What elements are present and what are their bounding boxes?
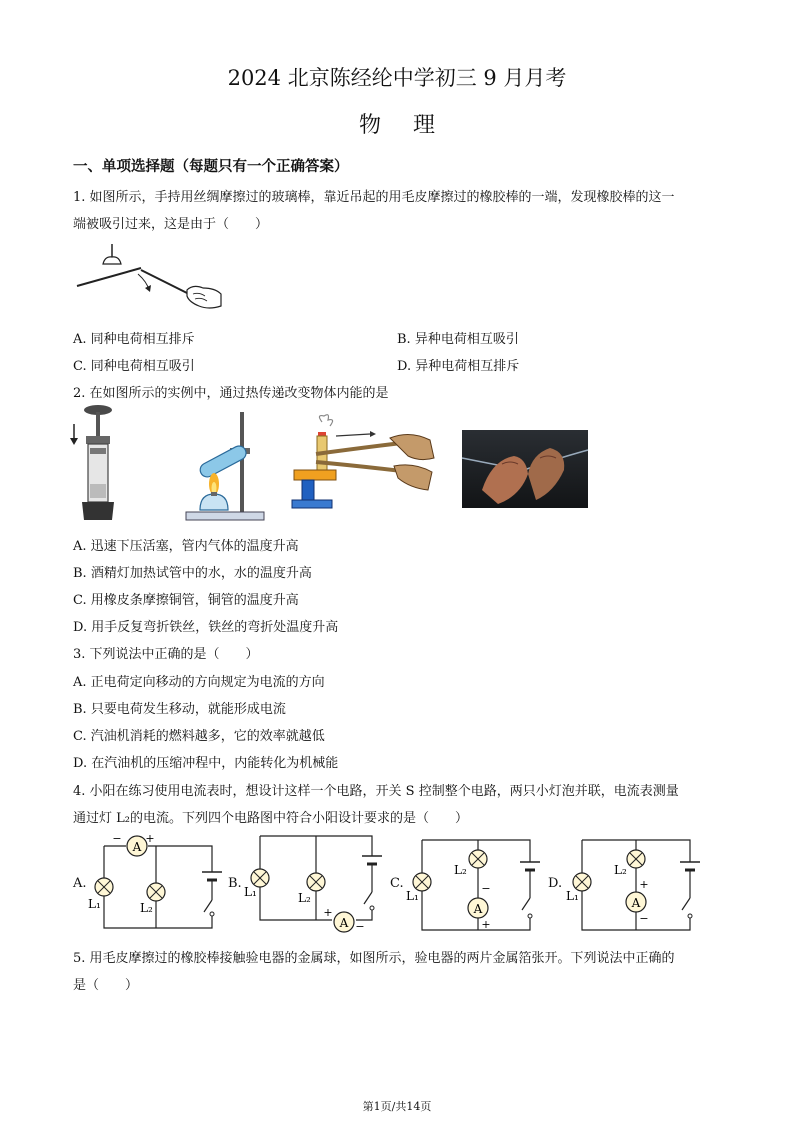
q4-stem-line1: 4. 小阳在练习使用电流表时，想设计这样一个电路，开关 S 控制整个电路，两只小灯泡并联，电流表测量 xyxy=(73,784,679,799)
q2-figure-piston xyxy=(68,404,116,522)
q1-stem-line2: 端被吸引过来，这是由于（ ） xyxy=(73,217,269,232)
page-number: 第1页/共14页 xyxy=(362,1100,432,1113)
q1-figure xyxy=(75,244,225,314)
q1-option-c: C. 同种电荷相互吸引 xyxy=(73,359,195,374)
q3-option-b: B. 只要电荷发生移动，就能形成电流 xyxy=(73,702,286,717)
ammeter-b-plus: + xyxy=(323,906,333,919)
ammeter-d-minus: − xyxy=(639,912,649,925)
q1-option-a: A. 同种电荷相互排斥 xyxy=(73,332,195,347)
circuit-d xyxy=(566,836,700,936)
circuit-b-label: B. xyxy=(228,876,242,891)
ammeter-b-symbol: A xyxy=(339,916,349,930)
ammeter-d-symbol: A xyxy=(631,896,641,910)
q3-stem: 3. 下列说法中正确的是（ ） xyxy=(73,647,259,662)
lamp-a-l1: L₁ xyxy=(88,897,101,911)
ammeter-a-plus: + xyxy=(145,832,155,845)
lamp-c-l2: L₂ xyxy=(454,863,467,877)
q2-figure-bending-wire xyxy=(462,430,588,508)
q1-option-d: D. 异种电荷相互排斥 xyxy=(397,359,520,374)
q3-option-c: C. 汽油机消耗的燃料越多，它的效率就越低 xyxy=(73,729,325,744)
ammeter-c-plus: + xyxy=(481,918,491,931)
lamp-c-l1: L₁ xyxy=(406,889,419,903)
q1-stem-line1: 1. 如图所示，手持用丝绸摩擦过的玻璃棒，靠近吊起的用毛皮摩擦过的橡胶棒的一端，发现橡胶棒的这一 xyxy=(73,190,675,205)
q2-figure-copper-tube xyxy=(290,414,440,514)
lamp-b-l1: L₁ xyxy=(244,885,257,899)
exam-title: 2024 北京陈经纶中学初三 9 月月考 xyxy=(227,66,567,90)
q2-option-c: C. 用橡皮条摩擦铜管，铜管的温度升高 xyxy=(73,593,299,608)
ammeter-d-plus: + xyxy=(639,878,649,891)
q5-stem-line2: 是（ ） xyxy=(73,978,139,993)
lamp-d-l1: L₁ xyxy=(566,889,579,903)
circuit-c xyxy=(406,836,540,936)
q3-option-a: A. 正电荷定向移动的方向规定为电流的方向 xyxy=(73,675,325,690)
lamp-b-l2: L₂ xyxy=(298,891,311,905)
ammeter-c-symbol: A xyxy=(473,902,483,916)
q2-option-b: B. 酒精灯加热试管中的水，水的温度升高 xyxy=(73,566,312,581)
circuit-d-label: D. xyxy=(548,876,563,891)
lamp-a-l2: L₂ xyxy=(140,901,153,915)
circuit-c-label: C. xyxy=(390,876,404,891)
ammeter-a-symbol: A xyxy=(132,840,142,854)
q2-option-a: A. 迅速下压活塞，管内气体的温度升高 xyxy=(73,539,299,554)
q2-figure-alcohol-lamp xyxy=(182,408,268,522)
q1-option-b: B. 异种电荷相互吸引 xyxy=(397,332,519,347)
ammeter-c-minus: − xyxy=(481,882,491,895)
q2-stem: 2. 在如图所示的实例中，通过热传递改变物体内能的是 xyxy=(73,386,389,401)
q5-stem-line1: 5. 用毛皮摩擦过的橡胶棒接触验电器的金属球，如图所示，验电器的两片金属箔张开。下列说法中正确的 xyxy=(73,951,675,966)
circuit-a-label: A. xyxy=(73,876,87,891)
subject-title: 物理 xyxy=(358,113,467,138)
lamp-d-l2: L₂ xyxy=(614,863,627,877)
section-heading: 一、单项选择题（每题只有一个正确答案） xyxy=(73,158,349,175)
ammeter-b-minus: − xyxy=(355,920,365,933)
ammeter-a-minus: − xyxy=(112,832,122,845)
q2-option-d: D. 用手反复弯折铁丝，铁丝的弯折处温度升高 xyxy=(73,620,339,635)
circuit-a xyxy=(88,832,222,932)
q3-option-d: D. 在汽油机的压缩冲程中，内能转化为机械能 xyxy=(73,756,339,771)
q4-stem-line2: 通过灯 L₂的电流。下列四个电路图中符合小阳设计要求的是（ ） xyxy=(73,811,468,826)
circuit-b xyxy=(244,832,384,933)
